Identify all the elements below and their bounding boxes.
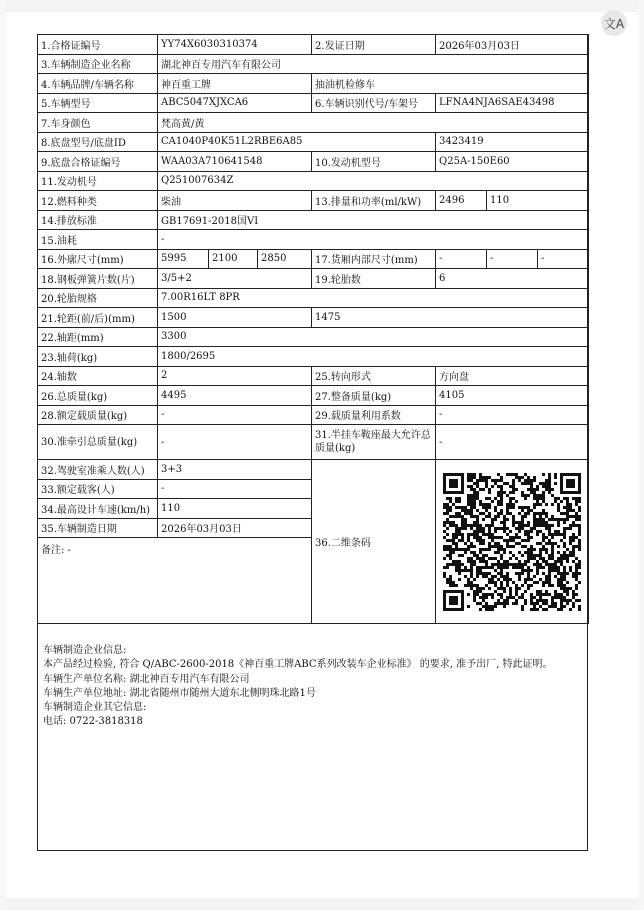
value-engine-model: Q25A-150E60: [436, 152, 589, 172]
label-manufacturer: 3.车辆制造企业名称: [38, 54, 158, 74]
row-3: [38, 54, 589, 74]
value-fuel-consumption: -: [158, 230, 589, 250]
value-axle-load: 1800/2695: [158, 347, 589, 367]
qr-finder-pattern: [449, 479, 458, 488]
label-issue-date: 2.发证日期: [312, 35, 436, 55]
row-20: [38, 288, 589, 308]
value-steering: 方向盘: [436, 366, 589, 386]
label-qr-code: 36.二维条码: [312, 460, 436, 624]
manufacturer-info: [43, 644, 583, 730]
value-vehicle-name: 抽油机检修车: [312, 74, 589, 94]
label-engine-model: 10.发动机型号: [312, 152, 436, 172]
phone: 电话: 0722-3818318: [43, 716, 143, 728]
row-26: [38, 386, 589, 406]
value-width: 2100: [209, 249, 258, 269]
label-gross-mass: 26.总质量(kg): [38, 386, 158, 406]
row-21: [38, 308, 589, 328]
page-top-edge: [0, 0, 644, 12]
label-max-speed: 34.最高设计车速(km/h): [38, 499, 158, 519]
row-11: [38, 171, 589, 191]
label-wheelbase: 22.轴距(mm): [38, 327, 158, 347]
value-manufacture-date: 2026年03月03日: [158, 518, 312, 538]
value-passengers: -: [158, 479, 312, 499]
row-16: [38, 249, 589, 269]
value-tire-count: 6: [436, 269, 589, 289]
label-manufacture-date: 35.车辆制造日期: [38, 518, 158, 538]
value-model: ABC5047XJXCA6: [158, 93, 312, 113]
label-axle-load: 23.轴荷(kg): [38, 347, 158, 367]
label-towing-mass: 30.准牵引总质量(kg): [38, 425, 158, 460]
value-power: 110: [487, 191, 589, 211]
maker-address: 车辆生产单位地址: 湖北省随州市随州大道东北侧明珠北路1号: [43, 687, 316, 699]
label-tire-spec: 20.轮胎规格: [38, 288, 158, 308]
value-chassis-id: 3423419: [436, 132, 589, 152]
info-title: 车辆制造企业信息:: [43, 645, 127, 656]
row-1: [38, 35, 589, 55]
row-4: [38, 74, 589, 94]
row-8: [38, 132, 589, 152]
row-9: [38, 152, 589, 172]
value-track-front: 1500: [158, 308, 312, 328]
value-axle-count: 2: [158, 366, 312, 386]
label-leaf-springs: 18.钢板弹簧片数(片): [38, 269, 158, 289]
remarks: 备注: -: [38, 538, 312, 624]
value-length: 5995: [158, 249, 209, 269]
row-30: [38, 425, 589, 460]
label-model: 5.车辆型号: [38, 93, 158, 113]
page-left-edge: [0, 0, 6, 910]
value-cargo-length: -: [436, 249, 487, 269]
translate-icon[interactable]: [601, 10, 627, 36]
label-track: 21.轮距(前/后)(mm): [38, 308, 158, 328]
value-manufacturer: 湖北神百专用汽车有限公司: [158, 54, 589, 74]
row-14: [38, 210, 589, 230]
page-right-edge: [638, 0, 644, 910]
value-rated-load: -: [158, 405, 312, 425]
label-chassis-model: 8.底盘型号/底盘ID: [38, 132, 158, 152]
value-load-factor: -: [436, 405, 589, 425]
value-color: 梵高黄/黄: [158, 113, 589, 133]
page-bottom-edge: [0, 898, 644, 910]
value-leaf-springs: 3/5+2: [158, 269, 312, 289]
row-12: [38, 191, 589, 211]
label-fuel-consumption: 15.油耗: [38, 230, 158, 250]
row-32: [38, 460, 589, 480]
row-7: [38, 113, 589, 133]
maker-name: 车辆生产单位名称: 湖北神百专用汽车有限公司: [43, 673, 250, 685]
row-18: [38, 269, 589, 289]
value-vin: LFNA4NJA6SAE43498: [436, 93, 589, 113]
label-outer-dimensions: 16.外廓尺寸(mm): [38, 249, 158, 269]
label-brand-name: 4.车辆品牌/车辆名称: [38, 74, 158, 94]
label-passengers: 33.额定载客(人): [38, 479, 158, 499]
value-gross-mass: 4495: [158, 386, 312, 406]
label-saddle-mass: 31.半挂车鞍座最大允许总质量(kg): [312, 425, 436, 460]
label-displacement-power: 13.排量和功率(ml/kW): [312, 191, 436, 211]
qr-finder-pattern: [566, 479, 575, 488]
value-track-rear: 1475: [312, 308, 589, 328]
value-tire-spec: 7.00R16LT 8PR: [158, 288, 589, 308]
row-23: [38, 347, 589, 367]
label-load-factor: 29.载质量利用系数: [312, 405, 436, 425]
label-engine-no: 11.发动机号: [38, 171, 158, 191]
value-chassis-cert: WAA03A710641548: [158, 152, 312, 172]
translate-glyph: 文A: [603, 16, 625, 31]
certificate-table: [37, 34, 589, 624]
row-15: [38, 230, 589, 250]
label-axle-count: 24.轴数: [38, 366, 158, 386]
row-22: [38, 327, 589, 347]
value-cargo-width: -: [487, 249, 538, 269]
value-wheelbase: 3300: [158, 327, 589, 347]
value-height: 2850: [258, 249, 312, 269]
label-curb-mass: 27.整备质量(kg): [312, 386, 436, 406]
qr-code-cell: [436, 460, 589, 624]
row-5: [38, 93, 589, 113]
row-24: [38, 366, 589, 386]
label-chassis-cert: 9.底盘合格证编号: [38, 152, 158, 172]
label-color: 7.车身颜色: [38, 113, 158, 133]
value-issue-date: 2026年03月03日: [436, 35, 589, 55]
label-tire-count: 19.轮胎数: [312, 269, 436, 289]
value-engine-no: Q251007634Z: [158, 171, 589, 191]
value-displacement: 2496: [436, 191, 487, 211]
value-cab-seats: 3+3: [158, 460, 312, 480]
qr-code-image: [443, 473, 581, 611]
value-cargo-height: -: [538, 249, 589, 269]
label-vin: 6.车辆识别代号/车架号: [312, 93, 436, 113]
conformity-statement: 本产品经过检验, 符合 Q/ABC-2600-2018《神百重工牌ABC系列改装车企业标准》 的要求, 准予出厂, 特此证明。: [43, 659, 553, 671]
value-max-speed: 110: [158, 499, 312, 519]
value-cert-no: YY74X6030310374: [158, 35, 312, 55]
label-rated-load: 28.额定载质量(kg): [38, 405, 158, 425]
label-cargo-dimensions: 17.货厢内部尺寸(mm): [312, 249, 436, 269]
label-cab-seats: 32.驾驶室准乘人数(人): [38, 460, 158, 480]
value-brand: 神百重工牌: [158, 74, 312, 94]
row-28: [38, 405, 589, 425]
value-curb-mass: 4105: [436, 386, 589, 406]
label-steering: 25.转向形式: [312, 366, 436, 386]
label-cert-no: 1.合格证编号: [38, 35, 158, 55]
label-emission: 14.排放标准: [38, 210, 158, 230]
value-emission: GB17691-2018国VI: [158, 210, 589, 230]
value-towing-mass: -: [158, 425, 312, 460]
qr-finder-pattern: [449, 596, 458, 605]
value-saddle-mass: -: [436, 425, 589, 460]
other-info: 车辆制造企业其它信息:: [43, 702, 147, 714]
value-fuel: 柴油: [158, 191, 312, 211]
value-chassis-model: CA1040P40K51L2RBE6A85: [158, 132, 436, 152]
label-fuel: 12.燃料种类: [38, 191, 158, 211]
